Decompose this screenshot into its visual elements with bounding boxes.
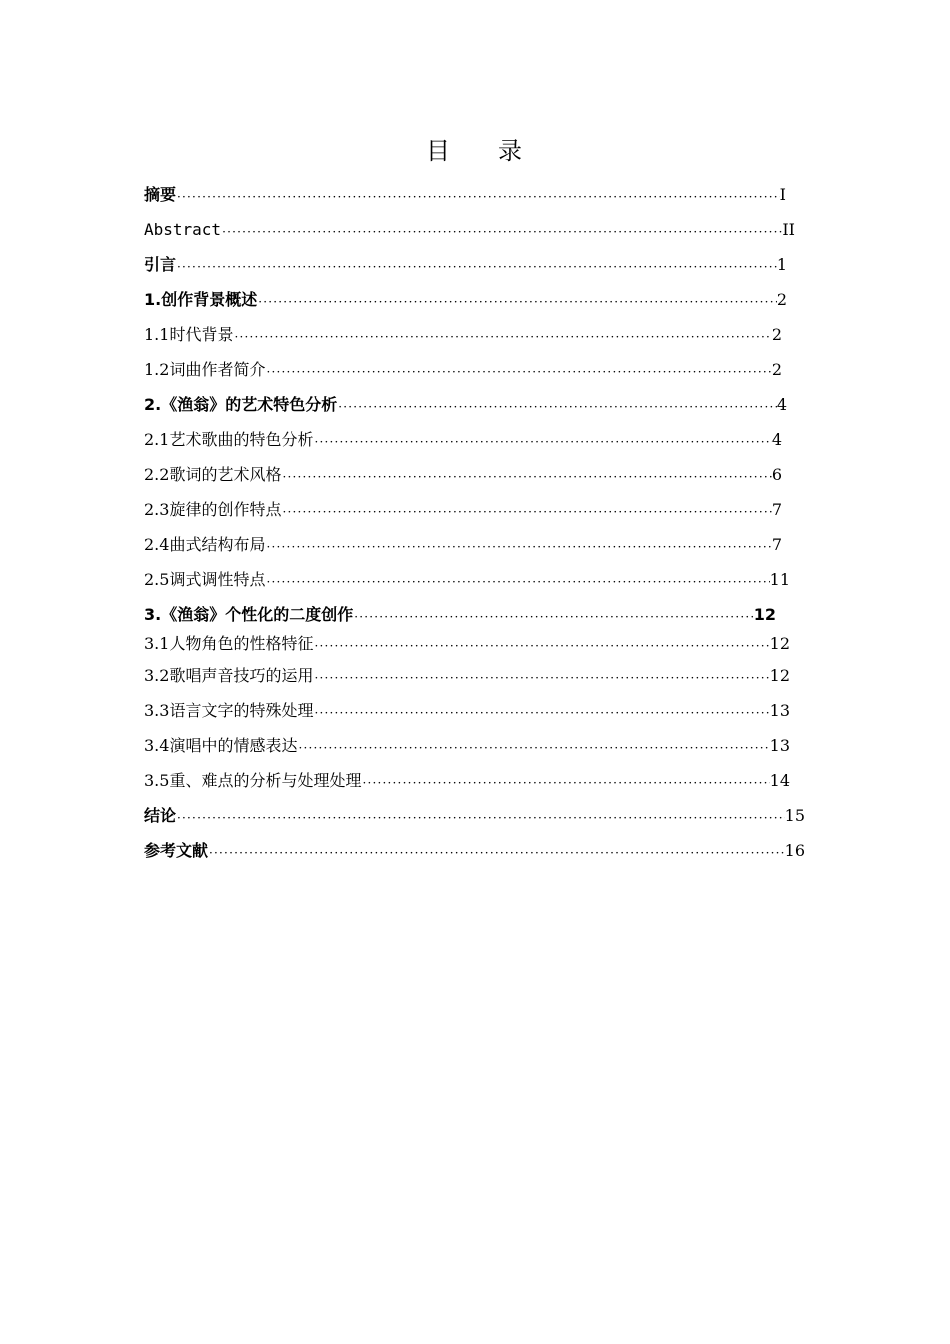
toc-entry-page: 4	[771, 430, 782, 449]
toc-entry-label: 3.1人物角色的性格特征	[144, 634, 314, 653]
toc-entry-chapter-1[interactable]	[144, 288, 787, 312]
toc-leader	[297, 738, 769, 758]
toc-entry-label: 3.2歌唱声音技巧的运用	[144, 666, 314, 685]
toc-entry-page: 12	[769, 666, 790, 685]
toc-leader	[257, 292, 777, 312]
toc-entry-page: 14	[769, 771, 790, 790]
toc-entry-section-1-2[interactable]	[144, 358, 782, 382]
toc-entry-label: 2.4曲式结构布局	[144, 535, 266, 554]
toc-entry-label: 3.5重、难点的分析与处理处理	[144, 771, 362, 790]
toc-entry-page: I	[779, 185, 786, 204]
toc-leader	[337, 397, 777, 417]
toc-entry-label: 1.创作背景概述	[144, 290, 258, 309]
toc-leader	[221, 222, 782, 242]
toc-entry-label: 摘要	[144, 185, 177, 204]
toc-title-right: 录	[498, 137, 524, 165]
toc-leader	[265, 362, 771, 382]
toc-entry-page: 13	[769, 701, 790, 720]
toc-entry-label: 2.1艺术歌曲的特色分析	[144, 430, 314, 449]
toc-leader	[281, 502, 771, 522]
toc-entry-section-2-1[interactable]	[144, 428, 782, 452]
toc-entry-label: 2.2歌词的艺术风格	[144, 465, 282, 484]
toc-entry-section-2-2[interactable]	[144, 463, 782, 487]
toc-leader	[265, 537, 771, 557]
toc-entry-section-3-2[interactable]	[144, 664, 790, 688]
toc-entry-section-2-3[interactable]	[144, 498, 782, 522]
toc-leader	[176, 187, 780, 207]
toc-entry-section-3-5[interactable]	[144, 769, 790, 793]
toc-leader	[313, 636, 769, 656]
toc-entry-introduction[interactable]	[144, 253, 787, 277]
toc-entry-page: 12	[753, 605, 776, 624]
toc-entry-abstract-cn[interactable]	[144, 183, 786, 207]
toc-entry-page: 7	[771, 500, 782, 519]
toc-entry-page: 11	[769, 570, 790, 589]
toc-leader	[176, 808, 785, 828]
toc-title-left: 目	[426, 137, 452, 165]
toc-leader	[233, 327, 771, 347]
toc-entry-page: 16	[784, 841, 805, 860]
toc-entry-page: 12	[769, 634, 790, 653]
toc-entry-chapter-3[interactable]	[144, 603, 776, 627]
toc-entry-conclusion[interactable]	[144, 804, 805, 828]
toc-entry-page: 1	[776, 255, 787, 274]
toc-entry-label: 2.3旋律的创作特点	[144, 500, 282, 519]
toc-entry-page: 2	[771, 325, 782, 344]
toc-leader	[313, 703, 769, 723]
toc-entry-page: 6	[771, 465, 782, 484]
toc-entry-page: 2	[776, 290, 787, 309]
toc-entry-label: Abstract	[144, 220, 222, 239]
toc-entry-section-3-4[interactable]	[144, 734, 790, 758]
toc-leader	[208, 843, 785, 863]
toc-entry-chapter-2[interactable]	[144, 393, 787, 417]
toc-entry-label: 参考文献	[144, 841, 209, 860]
toc-leader	[176, 257, 777, 277]
toc-entry-page: 2	[771, 360, 782, 379]
toc-entry-section-1-1[interactable]	[144, 323, 782, 347]
toc-entry-page: 4	[776, 395, 787, 414]
toc-entry-label: 2.5调式调性特点	[144, 570, 266, 589]
toc-entry-page: II	[782, 220, 795, 239]
toc-entry-label: 引言	[144, 255, 177, 274]
toc-entry-label: 结论	[144, 806, 177, 825]
toc-leader	[281, 467, 771, 487]
toc-entry-label: 3.《渔翁》个性化的二度创作	[144, 605, 354, 624]
toc-entry-page: 13	[769, 736, 790, 755]
toc-entry-page: 7	[771, 535, 782, 554]
toc-entry-abstract-en[interactable]	[144, 218, 795, 242]
toc-entry-page: 15	[784, 806, 805, 825]
toc-entry-label: 1.2词曲作者简介	[144, 360, 266, 379]
toc-entry-section-2-5[interactable]	[144, 568, 790, 592]
toc-leader	[313, 432, 771, 452]
toc-leader	[265, 572, 769, 592]
toc-entry-label: 3.4演唱中的情感表达	[144, 736, 298, 755]
toc-entry-section-3-1[interactable]	[144, 632, 790, 656]
toc-entry-references[interactable]	[144, 839, 805, 863]
toc-entry-label: 1.1时代背景	[144, 325, 234, 344]
toc-entry-label: 2.《渔翁》的艺术特色分析	[144, 395, 338, 414]
toc-leader	[361, 773, 769, 793]
toc-entry-section-2-4[interactable]	[144, 533, 782, 557]
toc-entry-label: 3.3语言文字的特殊处理	[144, 701, 314, 720]
toc-leader	[353, 607, 754, 627]
toc-entry-section-3-3[interactable]	[144, 699, 790, 723]
toc-leader	[313, 668, 769, 688]
